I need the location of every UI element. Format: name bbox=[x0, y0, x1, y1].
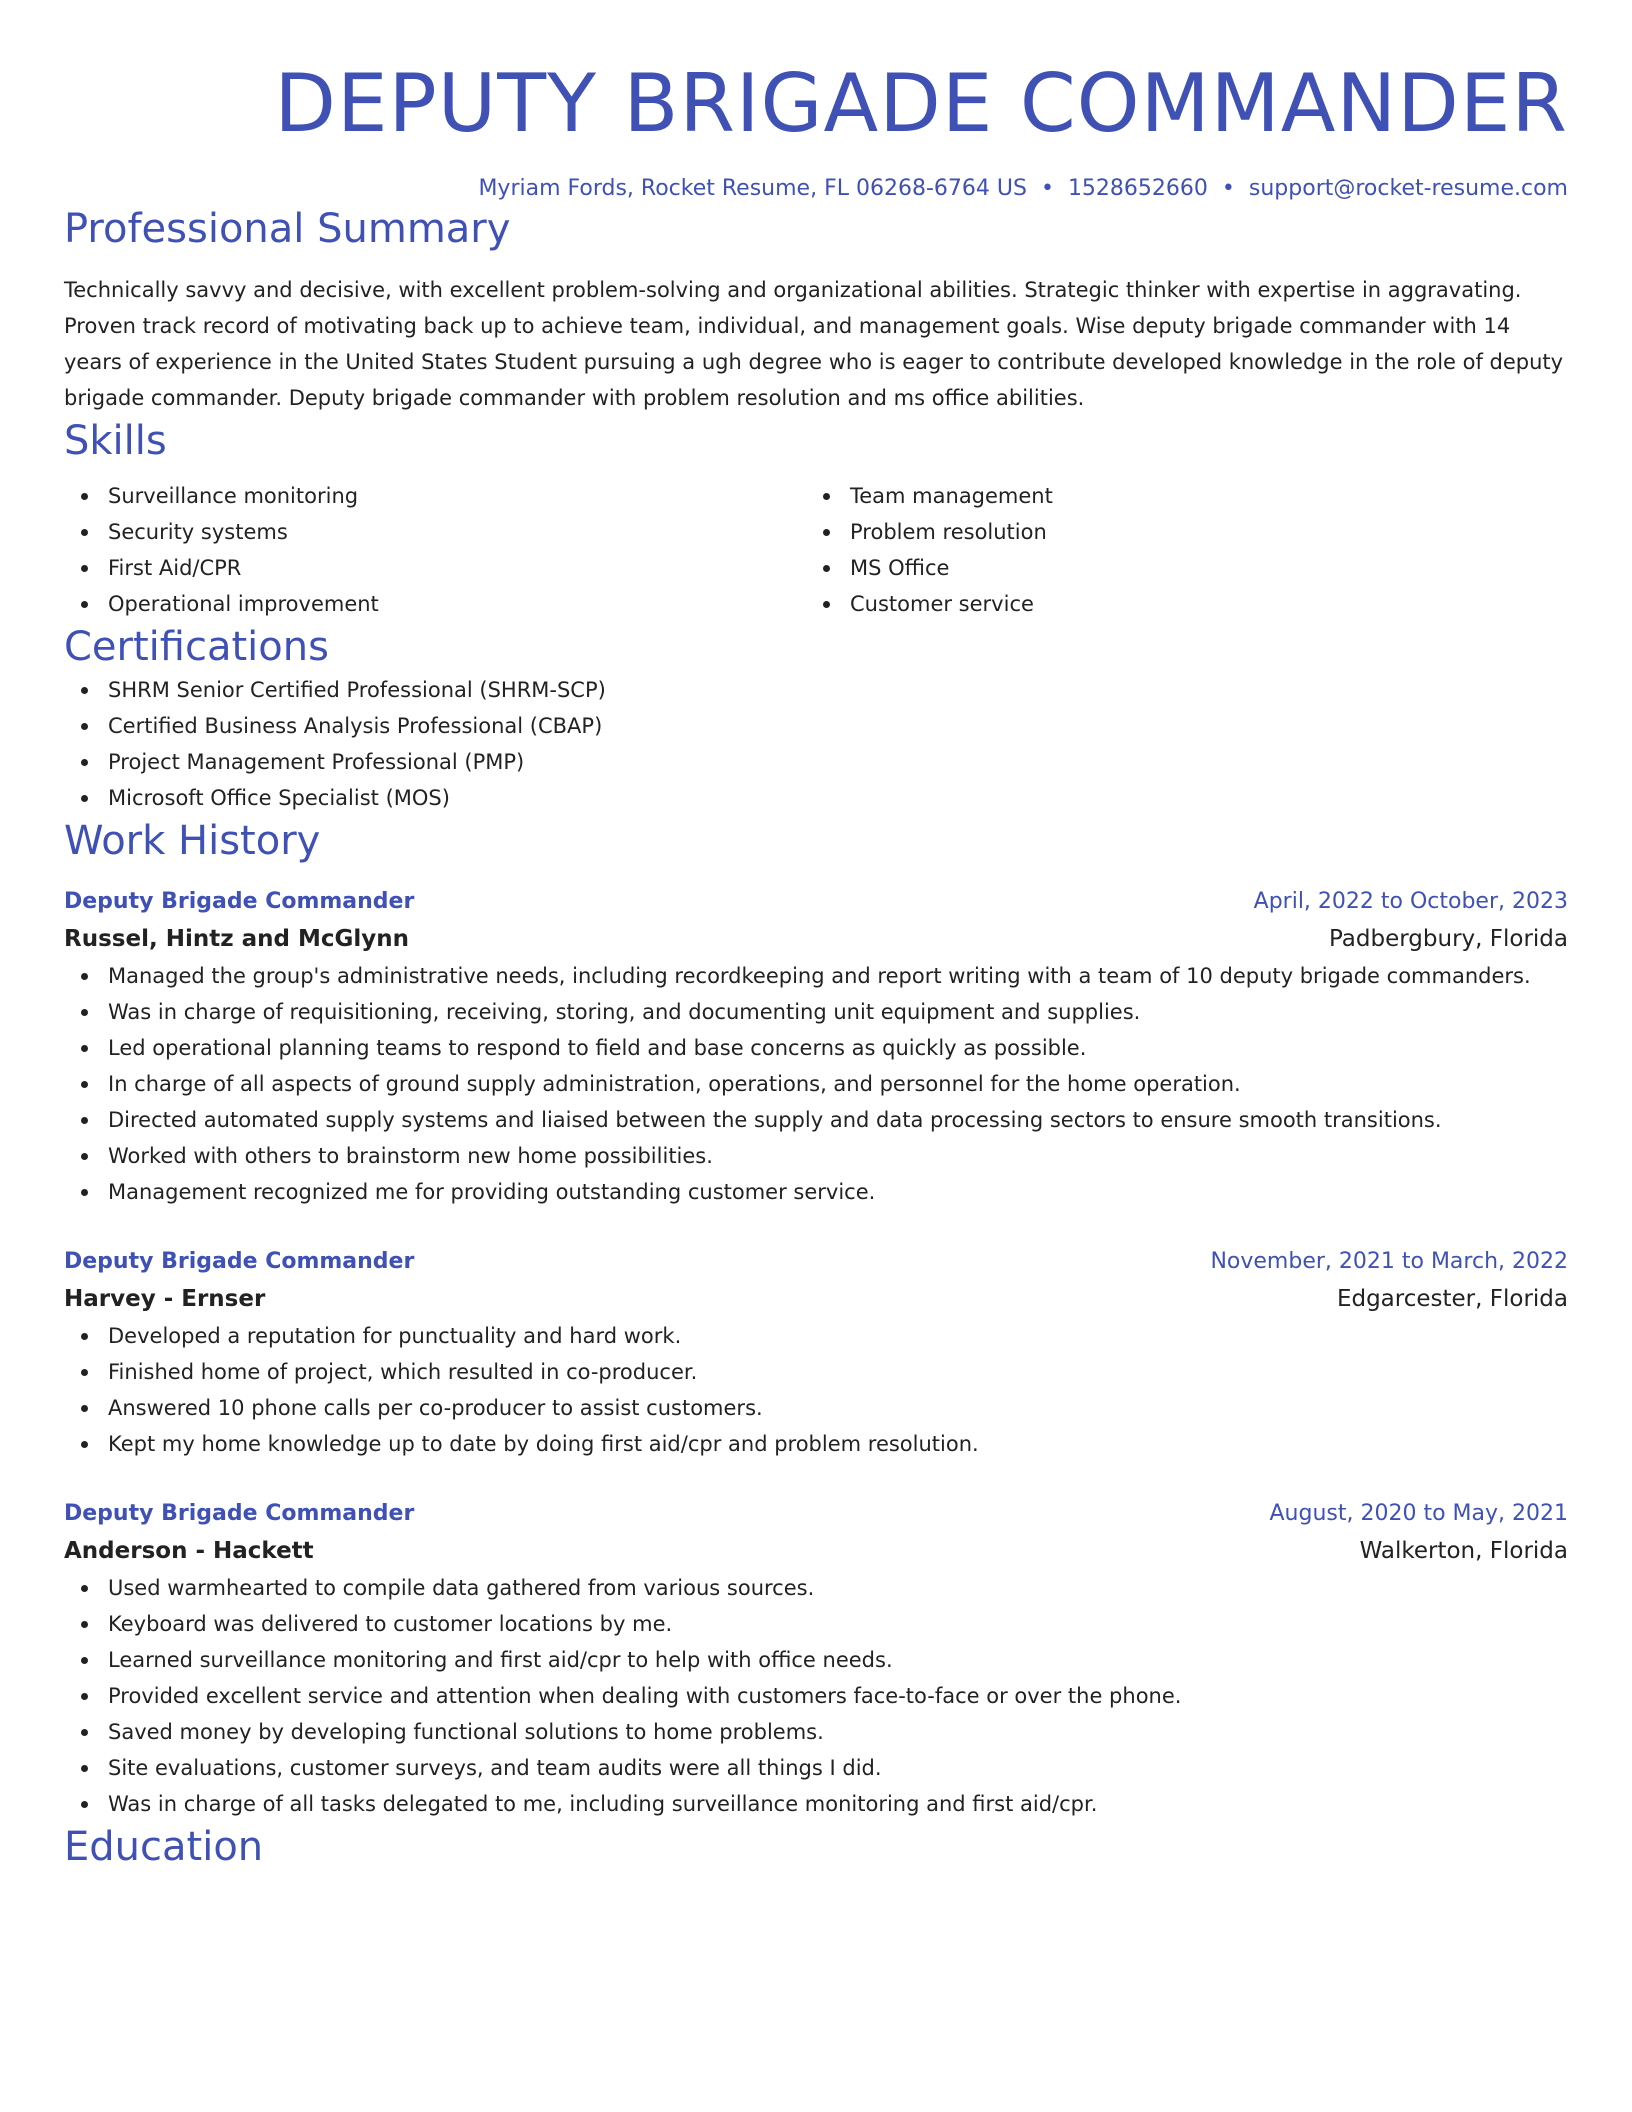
contact-separator: • bbox=[1221, 176, 1235, 201]
job-bullet: Worked with others to brainstorm new home possibilities. bbox=[64, 1138, 1568, 1174]
job-title: Deputy Brigade Commander bbox=[64, 1249, 415, 1274]
skill-item: First Aid/CPR bbox=[64, 550, 806, 586]
section-heading-education: Education bbox=[64, 1824, 264, 1870]
certification-item: Project Management Professional (PMP) bbox=[64, 744, 1568, 780]
job-bullet: Site evaluations, customer surveys, and team audits were all things I did. bbox=[64, 1750, 1568, 1786]
section-heading-certifications: Certifications bbox=[64, 624, 329, 670]
skill-item: Operational improvement bbox=[64, 586, 806, 622]
job-bullet: Was in charge of requisitioning, receiving, storing, and documenting unit equipment and supplies. bbox=[64, 994, 1568, 1030]
contact-phone[interactable]: 1528652660 bbox=[1067, 176, 1208, 201]
job-entry bbox=[64, 1496, 1568, 1822]
skills-grid bbox=[64, 478, 1568, 622]
skill-item: Problem resolution bbox=[806, 514, 1548, 550]
job-header bbox=[64, 1496, 1568, 1532]
job-subheader bbox=[64, 1280, 1568, 1318]
job-header bbox=[64, 1244, 1568, 1280]
job-company: Russel, Hintz and McGlynn bbox=[64, 926, 409, 952]
job-header bbox=[64, 884, 1568, 920]
certification-item: Microsoft Office Specialist (MOS) bbox=[64, 780, 1568, 816]
job-dates: April, 2022 to October, 2023 bbox=[1253, 889, 1568, 914]
job-bullet: Was in charge of all tasks delegated to me, including surveillance monitoring and first aid/cpr. bbox=[64, 1786, 1568, 1822]
job-bullets bbox=[64, 1570, 1568, 1822]
job-bullet: Directed automated supply systems and liaised between the supply and data processing sectors to ensure smooth transitions. bbox=[64, 1102, 1568, 1138]
job-bullet: Developed a reputation for punctuality and hard work. bbox=[64, 1318, 1568, 1354]
contact-line bbox=[64, 174, 1568, 204]
job-dates: November, 2021 to March, 2022 bbox=[1210, 1249, 1568, 1274]
job-bullet: Kept my home knowledge up to date by doing first aid/cpr and problem resolution. bbox=[64, 1426, 1568, 1462]
page-title: DEPUTY BRIGADE COMMANDER bbox=[274, 57, 1568, 150]
section-heading-skills: Skills bbox=[64, 418, 167, 464]
job-entry bbox=[64, 1244, 1568, 1462]
contact-address: Myriam Fords, Rocket Resume, FL 06268-6764 US bbox=[478, 176, 1027, 201]
job-bullets bbox=[64, 958, 1568, 1210]
job-bullet: Finished home of project, which resulted in co-producer. bbox=[64, 1354, 1568, 1390]
skill-item: Surveillance monitoring bbox=[64, 478, 806, 514]
skills-list-right bbox=[806, 478, 1548, 622]
job-bullet: Used warmhearted to compile data gathered from various sources. bbox=[64, 1570, 1568, 1606]
summary-text: Technically savvy and decisive, with excellent problem-solving and organizational abilities. Strategic thinker with expertise in aggravating. Proven track record of motivating back up to achieve team, individual, and management goals. Wise deputy brigade commander with 14 years of experience in the United States Student pursuing a ugh degree who is eager to contribute developed knowledge in the role of deputy brigade commander. Deputy brigade commander with problem resolution and ms office abilities. bbox=[64, 278, 1564, 410]
job-location: Padbergbury, Florida bbox=[1328, 926, 1568, 952]
skill-item: MS Office bbox=[806, 550, 1548, 586]
job-bullets bbox=[64, 1318, 1568, 1462]
job-company: Harvey - Ernser bbox=[64, 1286, 266, 1312]
job-bullet: Managed the group's administrative needs, including recordkeeping and report writing with a team of 10 deputy brigade commanders. bbox=[64, 958, 1568, 994]
contact-separator: • bbox=[1040, 176, 1054, 201]
job-title: Deputy Brigade Commander bbox=[64, 889, 415, 914]
job-subheader bbox=[64, 920, 1568, 958]
job-bullet: Management recognized me for providing outstanding customer service. bbox=[64, 1174, 1568, 1210]
skill-item: Customer service bbox=[806, 586, 1548, 622]
job-bullet: Provided excellent service and attention when dealing with customers face-to-face or over the phone. bbox=[64, 1678, 1568, 1714]
section-heading-work-history: Work History bbox=[64, 818, 321, 864]
certification-item: Certified Business Analysis Professional (CBAP) bbox=[64, 708, 1568, 744]
skills-list-left bbox=[64, 478, 806, 622]
resume-page bbox=[64, 0, 1568, 1872]
contact-email[interactable]: support@rocket-resume.com bbox=[1248, 176, 1568, 201]
job-location: Edgarcester, Florida bbox=[1336, 1286, 1568, 1312]
skill-item: Security systems bbox=[64, 514, 806, 550]
job-company: Anderson - Hackett bbox=[64, 1538, 314, 1564]
job-dates: August, 2020 to May, 2021 bbox=[1269, 1501, 1568, 1526]
section-heading-summary: Professional Summary bbox=[64, 206, 511, 252]
skill-item: Team management bbox=[806, 478, 1548, 514]
certifications-list bbox=[64, 672, 1568, 816]
job-bullet: Keyboard was delivered to customer locations by me. bbox=[64, 1606, 1568, 1642]
job-bullet: Saved money by developing functional solutions to home problems. bbox=[64, 1714, 1568, 1750]
certification-item: SHRM Senior Certified Professional (SHRM-SCP) bbox=[64, 672, 1568, 708]
job-location: Walkerton, Florida bbox=[1359, 1538, 1568, 1564]
job-bullet: Led operational planning teams to respond to field and base concerns as quickly as possible. bbox=[64, 1030, 1568, 1066]
job-entry bbox=[64, 884, 1568, 1210]
job-subheader bbox=[64, 1532, 1568, 1570]
job-bullet: Answered 10 phone calls per co-producer to assist customers. bbox=[64, 1390, 1568, 1426]
job-bullet: In charge of all aspects of ground supply administration, operations, and personnel for the home operation. bbox=[64, 1066, 1568, 1102]
job-title: Deputy Brigade Commander bbox=[64, 1501, 415, 1526]
job-bullet: Learned surveillance monitoring and first aid/cpr to help with office needs. bbox=[64, 1642, 1568, 1678]
